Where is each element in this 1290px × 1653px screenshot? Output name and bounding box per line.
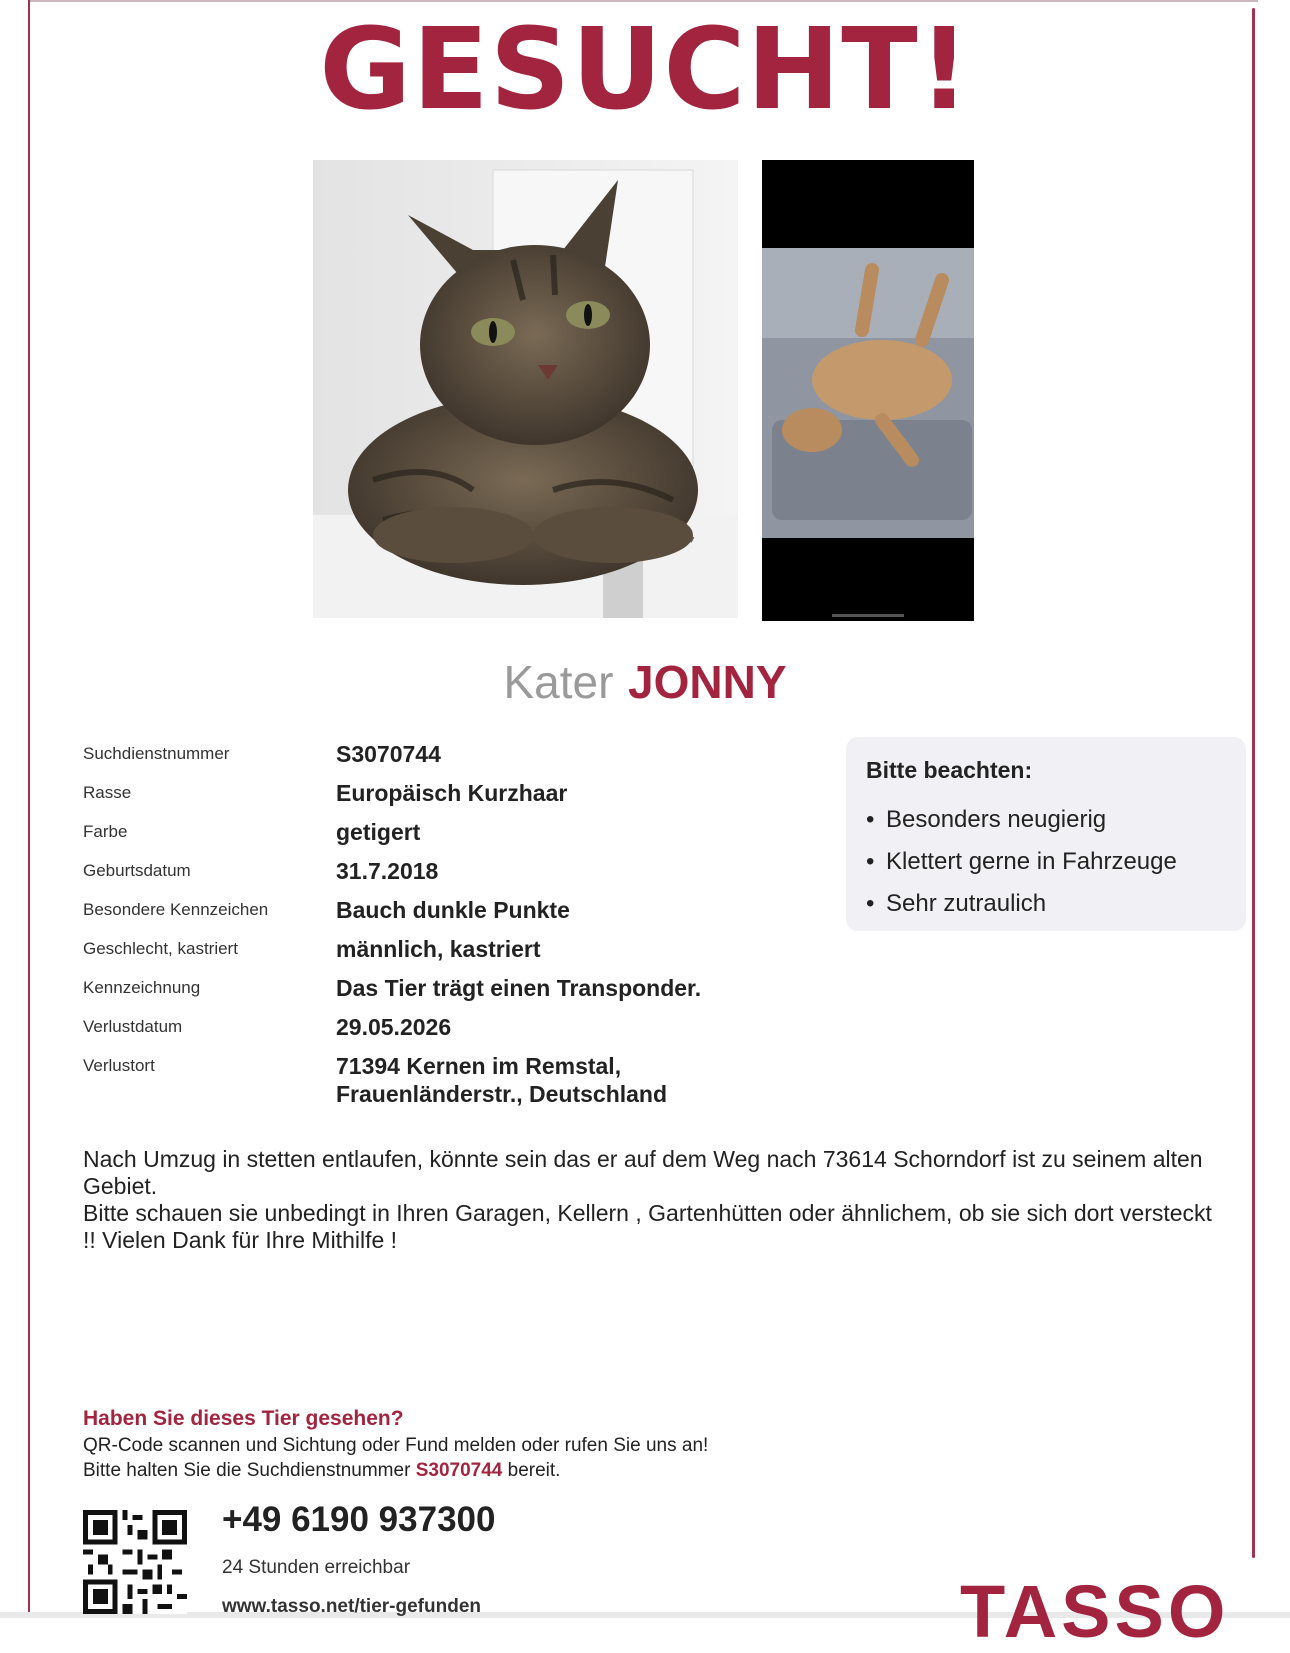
note-item bbox=[866, 799, 1177, 841]
contact-reference-line bbox=[83, 1460, 560, 1482]
fact-value: 71394 Kernen im Remstal, bbox=[336, 1053, 622, 1079]
note-list bbox=[866, 799, 1177, 925]
poster-frame-right bbox=[1252, 8, 1255, 1558]
note-title: Bitte beachten: bbox=[866, 757, 1033, 783]
fact-label: Suchdienstnummer bbox=[83, 744, 230, 763]
note-box bbox=[846, 737, 1246, 931]
note-item-text: Klettert gerne in Fahrzeuge bbox=[886, 848, 1177, 875]
qr-code-icon[interactable] bbox=[83, 1510, 187, 1614]
fact-value: 31.7.2018 bbox=[336, 858, 439, 884]
fact-label: Geburtsdatum bbox=[83, 861, 191, 880]
cat-on-sofa-photo bbox=[762, 160, 974, 621]
bullet-icon: • bbox=[866, 890, 875, 917]
cat-portrait-illustration bbox=[313, 160, 738, 618]
fact-label: Farbe bbox=[83, 822, 128, 841]
cat-portrait-photo bbox=[313, 160, 738, 618]
poster-frame-top bbox=[28, 0, 1258, 2]
phone-number[interactable]: +49 6190 937300 bbox=[222, 1500, 496, 1539]
fact-value: Das Tier trägt einen Transponder. bbox=[336, 975, 702, 1001]
fact-value: 29.05.2026 bbox=[336, 1014, 452, 1040]
bullet-icon: • bbox=[866, 848, 875, 875]
note-item bbox=[866, 883, 1177, 925]
cat-on-sofa-illustration bbox=[762, 160, 974, 621]
fact-label: Verlustdatum bbox=[83, 1017, 183, 1036]
poster-frame-left bbox=[28, 0, 30, 1612]
qr-code-graphic bbox=[83, 1510, 187, 1614]
animal-name bbox=[0, 652, 1290, 712]
bullet-icon: • bbox=[866, 806, 875, 833]
fact-label: Rasse bbox=[83, 783, 132, 802]
fact-value: männlich, kastriert bbox=[336, 936, 541, 962]
note-item-text: Besonders neugierig bbox=[886, 806, 1107, 833]
contact-instructions: QR-Code scannen und Sichtung oder Fund melden oder rufen Sie uns an! bbox=[83, 1435, 709, 1456]
animal-type: Kater bbox=[503, 656, 614, 708]
story-paragraph-1: Nach Umzug in stetten entlaufen, könnte sein das er auf dem Weg nach 73614 Schorndorf ist zu seinem alten Gebiet. bbox=[83, 1146, 1203, 1199]
brand-logo: TASSO bbox=[960, 1570, 1230, 1653]
fact-value: Europäisch Kurzhaar bbox=[336, 780, 568, 806]
availability-text: 24 Stunden erreichbar bbox=[222, 1557, 411, 1578]
contact-reference-number: S3070744 bbox=[415, 1460, 503, 1481]
fact-value: Bauch dunkle Punkte bbox=[336, 897, 570, 923]
headline: GESUCHT! bbox=[319, 5, 971, 135]
contact-reference-pre: Bitte halten Sie die Suchdienstnummer bbox=[83, 1460, 411, 1481]
fact-label: Kennzeichnung bbox=[83, 978, 201, 997]
fact-label: Besondere Kennzeichen bbox=[83, 900, 269, 919]
fact-value: getigert bbox=[336, 819, 421, 845]
fact-value: S3070744 bbox=[336, 741, 441, 767]
contact-reference-post: bereit. bbox=[507, 1460, 561, 1481]
animal-name-value: JONNY bbox=[628, 656, 787, 708]
fact-label: Verlustort bbox=[83, 1056, 155, 1075]
note-item-text: Sehr zutraulich bbox=[886, 890, 1047, 917]
note-item bbox=[866, 841, 1177, 883]
fact-label: Geschlecht, kastriert bbox=[83, 939, 238, 958]
contact-heading: Haben Sie dieses Tier gesehen? bbox=[83, 1407, 404, 1430]
fact-value-line2: Frauenländerstr., Deutschland bbox=[336, 1081, 668, 1107]
website-link[interactable]: www.tasso.net/tier-gefunden bbox=[222, 1596, 481, 1617]
story-text bbox=[83, 1146, 1213, 1254]
story-paragraph-2: Bitte schauen sie unbedingt in Ihren Garagen, Kellern , Gartenhütten oder ähnlichem, ob sie sich dort versteckt !! Vielen Dank für Ihre Mithilfe ! bbox=[83, 1200, 1212, 1253]
